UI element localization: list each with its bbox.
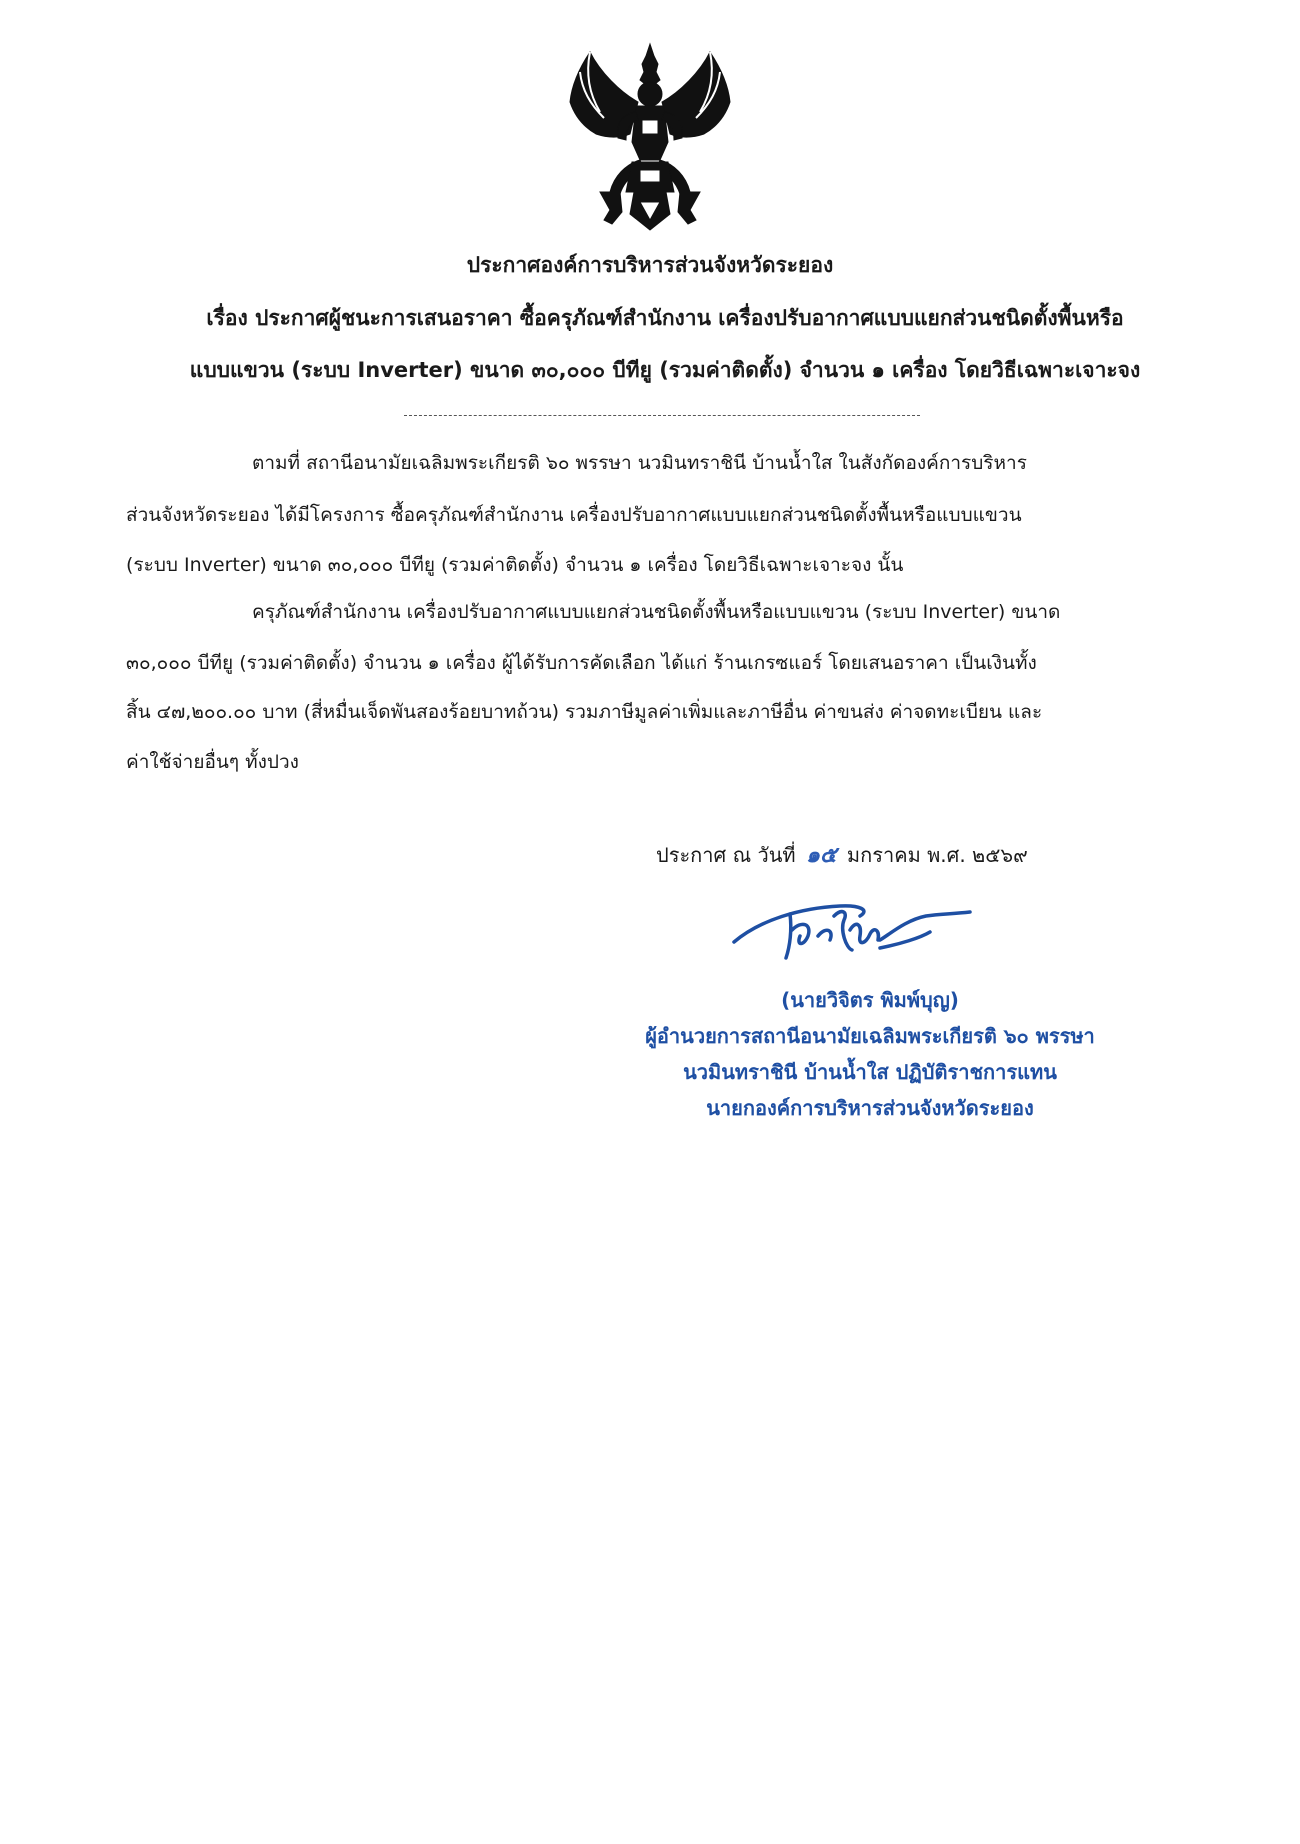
signatory-title-line-1: ผู้อำนวยการสถานีอนามัยเฉลิมพระเกียรติ ๖๐ พรรษา [645,1024,1095,1048]
signatory-name: (นายวิจิตร พิมพ์บุญ) [781,988,959,1012]
date-prefix: ประกาศ ณ วันที่ [656,843,796,867]
para2-line-3: สิ้น ๔๗,๒๐๐.๐๐ บาท (สี่หมื่นเจ็ดพันสองร้อยบาทถ้วน) รวมภาษีมูลค่าเพิ่มและภาษีอื่น ค่าขนส่ง ค่าจดทะเบียน และ [126,701,1043,723]
date-suffix: มกราคม พ.ศ. ๒๕๖๙ [846,843,1028,867]
para2-line-2: ๓๐,๐๐๐ บีทียู (รวมค่าติดตั้ง) จำนวน ๑ เครื่อง ผู้ได้รับการคัดเลือก ได้แก่ ร้านเกรซแอร์ โดยเสนอราคา เป็นเงินทั้ง [126,652,1037,674]
para1-line-2: ส่วนจังหวัดระยอง ได้มีโครงการ ซื้อครุภัณฑ์สำนักงาน เครื่องปรับอากาศแบบแยกส่วนชนิดตั้งพื้นหรือแบบแขวน [126,504,1022,526]
date-day-handwritten: ๑๕ [805,843,837,868]
signatory-title-line-3: นายกองค์การบริหารส่วนจังหวัดระยอง [706,1096,1034,1120]
para1-line-3: (ระบบ Inverter) ขนาด ๓๐,๐๐๐ บีทียู (รวมค่าติดตั้ง) จำนวน ๑ เครื่อง โดยวิธีเฉพาะเจาะจง นั้น [126,554,904,576]
subject-line-2: แบบแขวน (ระบบ Inverter) ขนาด ๓๐,๐๐๐ บีทียู (รวมค่าติดตั้ง) จำนวน ๑ เครื่อง โดยวิธีเฉพาะเจาะจง [189,358,1141,382]
announcement-date [656,840,1028,871]
signatory-title-line-2: นวมินทราชินี บ้านน้ำใส ปฏิบัติราชการแทน [683,1060,1057,1084]
para2-line-1: ครุภัณฑ์สำนักงาน เครื่องปรับอากาศแบบแยกส่วนชนิดตั้งพื้นหรือแบบแขวน (ระบบ Inverter) ขนาด [252,601,1061,623]
organization-title: ประกาศองค์การบริหารส่วนจังหวัดระยอง [466,253,834,277]
para2-line-4: ค่าใช้จ่ายอื่นๆ ทั้งปวง [126,751,299,773]
subject-line-1: เรื่อง ประกาศผู้ชนะการเสนอราคา ซื้อครุภัณฑ์สำนักงาน เครื่องปรับอากาศแบบแยกส่วนชนิดตั้งพื้นหรือ [206,306,1124,330]
garuda-emblem-icon [560,42,740,232]
para1-line-1: ตามที่ สถานีอนามัยเฉลิมพระเกียรติ ๖๐ พรรษา นวมินทราชินี บ้านน้ำใส ในสังกัดองค์การบริหาร [252,452,1027,474]
separator-line [404,415,920,416]
handwritten-signature [730,890,980,970]
signatory-block [590,982,1150,1126]
